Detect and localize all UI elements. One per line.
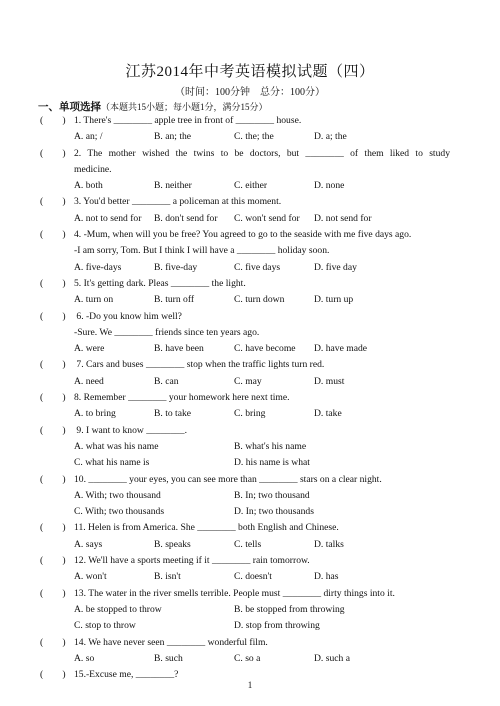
option: A. need [74, 375, 104, 387]
option: D. must [314, 375, 345, 387]
option: D. has [314, 571, 339, 583]
answer-blank: ( ) [40, 555, 66, 567]
question-stem: 15.-Excuse me, ________? [74, 669, 179, 681]
option-row [40, 406, 450, 422]
option: B. turn off [154, 294, 195, 306]
question-11 [40, 520, 450, 536]
option-row [40, 488, 450, 504]
question-stem: 13. The water in the river smells terrible. People must ________ dirty things into it. [74, 587, 395, 599]
option: A. five-days [74, 261, 122, 273]
question-stem: 6. -Do you know him well? [74, 310, 182, 322]
option: A. be stopped to throw [74, 603, 162, 615]
option-row [40, 292, 450, 308]
question-5 [40, 276, 450, 292]
option-row [40, 651, 450, 667]
option: D. none [314, 180, 345, 192]
option: C. five days [234, 261, 281, 273]
page-title: 江苏2014年中考英语模拟试题（四） [125, 64, 375, 80]
exam-info: （时间：100分钟 总分：100分） [175, 87, 325, 98]
option: C. may [234, 375, 262, 387]
question-stem: 8. Remember ________ your homework here next time. [74, 392, 290, 404]
option: B. have been [154, 343, 204, 355]
option: D. In; two thousands [234, 506, 314, 518]
option: A. were [74, 343, 105, 355]
question-4 [40, 227, 450, 243]
option: C. doesn't [234, 571, 272, 583]
option: C. the; the [234, 131, 274, 143]
option: C. turn down [234, 294, 285, 306]
option: D. take [314, 408, 342, 420]
question-stem: 2. The mother wished the twins to be doctors, but ________ of them liked to study [74, 147, 450, 159]
option-row [40, 260, 450, 276]
option: C. won't send for [234, 212, 300, 224]
option: A. to bring [74, 408, 116, 420]
option-row [40, 129, 450, 145]
question-7 [40, 357, 450, 373]
option: B. what's his name [234, 440, 307, 452]
option: D. a; the [314, 131, 347, 143]
option: B. to take [154, 408, 192, 420]
question-8 [40, 390, 450, 406]
question-stem-continued: -I am sorry, Tom. But I think I will have a ________ holiday soon. [74, 245, 330, 257]
question-stem: 10. ________ your eyes, you can see more than ________ stars on a clear night. [74, 473, 382, 485]
section-note: （本题共15小题；每小题1分，满分15分） [101, 102, 268, 112]
question-stem: 4. -Mum, when will you be free? You agreed to go to the seaside with me five days ago. [74, 229, 412, 241]
option-row [40, 618, 450, 634]
question-stem: 14. We have never seen ________ wonderful film. [74, 636, 268, 648]
option: A. turn on [74, 294, 114, 306]
option: C. have become [234, 343, 296, 355]
question-12 [40, 553, 450, 569]
option: C. bring [234, 408, 266, 420]
option: D. stop from throwing [234, 620, 320, 632]
option: B. speaks [154, 538, 191, 550]
answer-blank: ( ) [40, 310, 66, 322]
option: C. With; two thousands [74, 506, 165, 518]
option: A. an; / [74, 131, 103, 143]
question-1 [40, 113, 450, 129]
answer-blank: ( ) [40, 277, 66, 289]
answer-blank: ( ) [40, 424, 66, 436]
option-row [40, 504, 450, 520]
answer-blank: ( ) [40, 636, 66, 648]
answer-blank: ( ) [40, 392, 66, 404]
option-row [40, 439, 450, 455]
question-9 [40, 423, 450, 439]
option: C. stop to throw [74, 620, 136, 632]
answer-blank: ( ) [40, 669, 66, 681]
option: A. both [74, 180, 103, 192]
question-stem-continued: medicine. [74, 163, 112, 175]
answer-blank: ( ) [40, 522, 66, 534]
option: A. not to send for [74, 212, 142, 224]
option: B. five-day [154, 261, 198, 273]
option: A. With; two thousand [74, 489, 161, 501]
question-3 [40, 194, 450, 210]
question-stem: 7. Cars and buses ________ stop when the traffic lights turn red. [74, 359, 325, 371]
question-13 [40, 586, 450, 602]
question-stem: 11. Helen is from America. She ________ both English and Chinese. [74, 522, 339, 534]
option-row [40, 211, 450, 227]
answer-blank: ( ) [40, 587, 66, 599]
question-stem: 9. I want to know ________. [74, 424, 187, 436]
option: B. isn't [154, 571, 181, 583]
option-row [40, 341, 450, 357]
option: D. his name is what [234, 457, 310, 469]
option: B. In; two thousand [234, 489, 310, 501]
answer-blank: ( ) [40, 229, 66, 241]
answer-blank: ( ) [40, 196, 66, 208]
option: B. such [154, 652, 183, 664]
question-stem: 5. It's getting dark. Pleas ________ the light. [74, 277, 246, 289]
answer-blank: ( ) [40, 473, 66, 485]
answer-blank: ( ) [40, 147, 66, 159]
question-stem-continued: -Sure. We ________ friends since ten years ago. [74, 326, 260, 338]
option: C. tells [234, 538, 262, 550]
option-row [40, 537, 450, 553]
answer-blank: ( ) [40, 359, 66, 371]
question-10 [40, 472, 450, 488]
option: B. neither [154, 180, 192, 192]
option: A. so [74, 652, 95, 664]
option: C. so a [234, 652, 261, 664]
option: B. an; the [154, 131, 192, 143]
option: B. can [154, 375, 179, 387]
option: D. turn up [314, 294, 354, 306]
option-row [40, 602, 450, 618]
question-stem: 1. There's ________ apple tree in front of ________ house. [74, 115, 302, 126]
question-14 [40, 635, 450, 651]
question-list [40, 113, 450, 683]
question-stem: 3. You'd better ________ a policeman at this moment. [74, 196, 282, 208]
option: A. what was his name [74, 440, 159, 452]
page-number: 1 [247, 680, 253, 690]
option: A. says [74, 538, 103, 550]
option: B. don't send for [154, 212, 218, 224]
option: B. be stopped from throwing [234, 603, 345, 615]
option: A. won't [74, 571, 107, 583]
option: D. such a [314, 652, 350, 664]
option: D. five day [314, 261, 357, 273]
section-label: 一、单项选择 [38, 102, 101, 113]
option: D. talks [314, 538, 344, 550]
option-row [40, 374, 450, 390]
option: D. have made [314, 343, 368, 355]
option-row [40, 569, 450, 585]
answer-blank: ( ) [40, 115, 66, 126]
question-2 [40, 146, 450, 162]
option: C. either [234, 180, 268, 192]
question-stem: 12. We'll have a sports meeting if it ________ rain tomorrow. [74, 555, 310, 567]
question-6 [40, 309, 450, 325]
option: D. not send for [314, 212, 372, 224]
section-heading [38, 99, 268, 114]
option-row [40, 178, 450, 194]
option-row [40, 455, 450, 471]
option: C. what his name is [74, 457, 150, 469]
